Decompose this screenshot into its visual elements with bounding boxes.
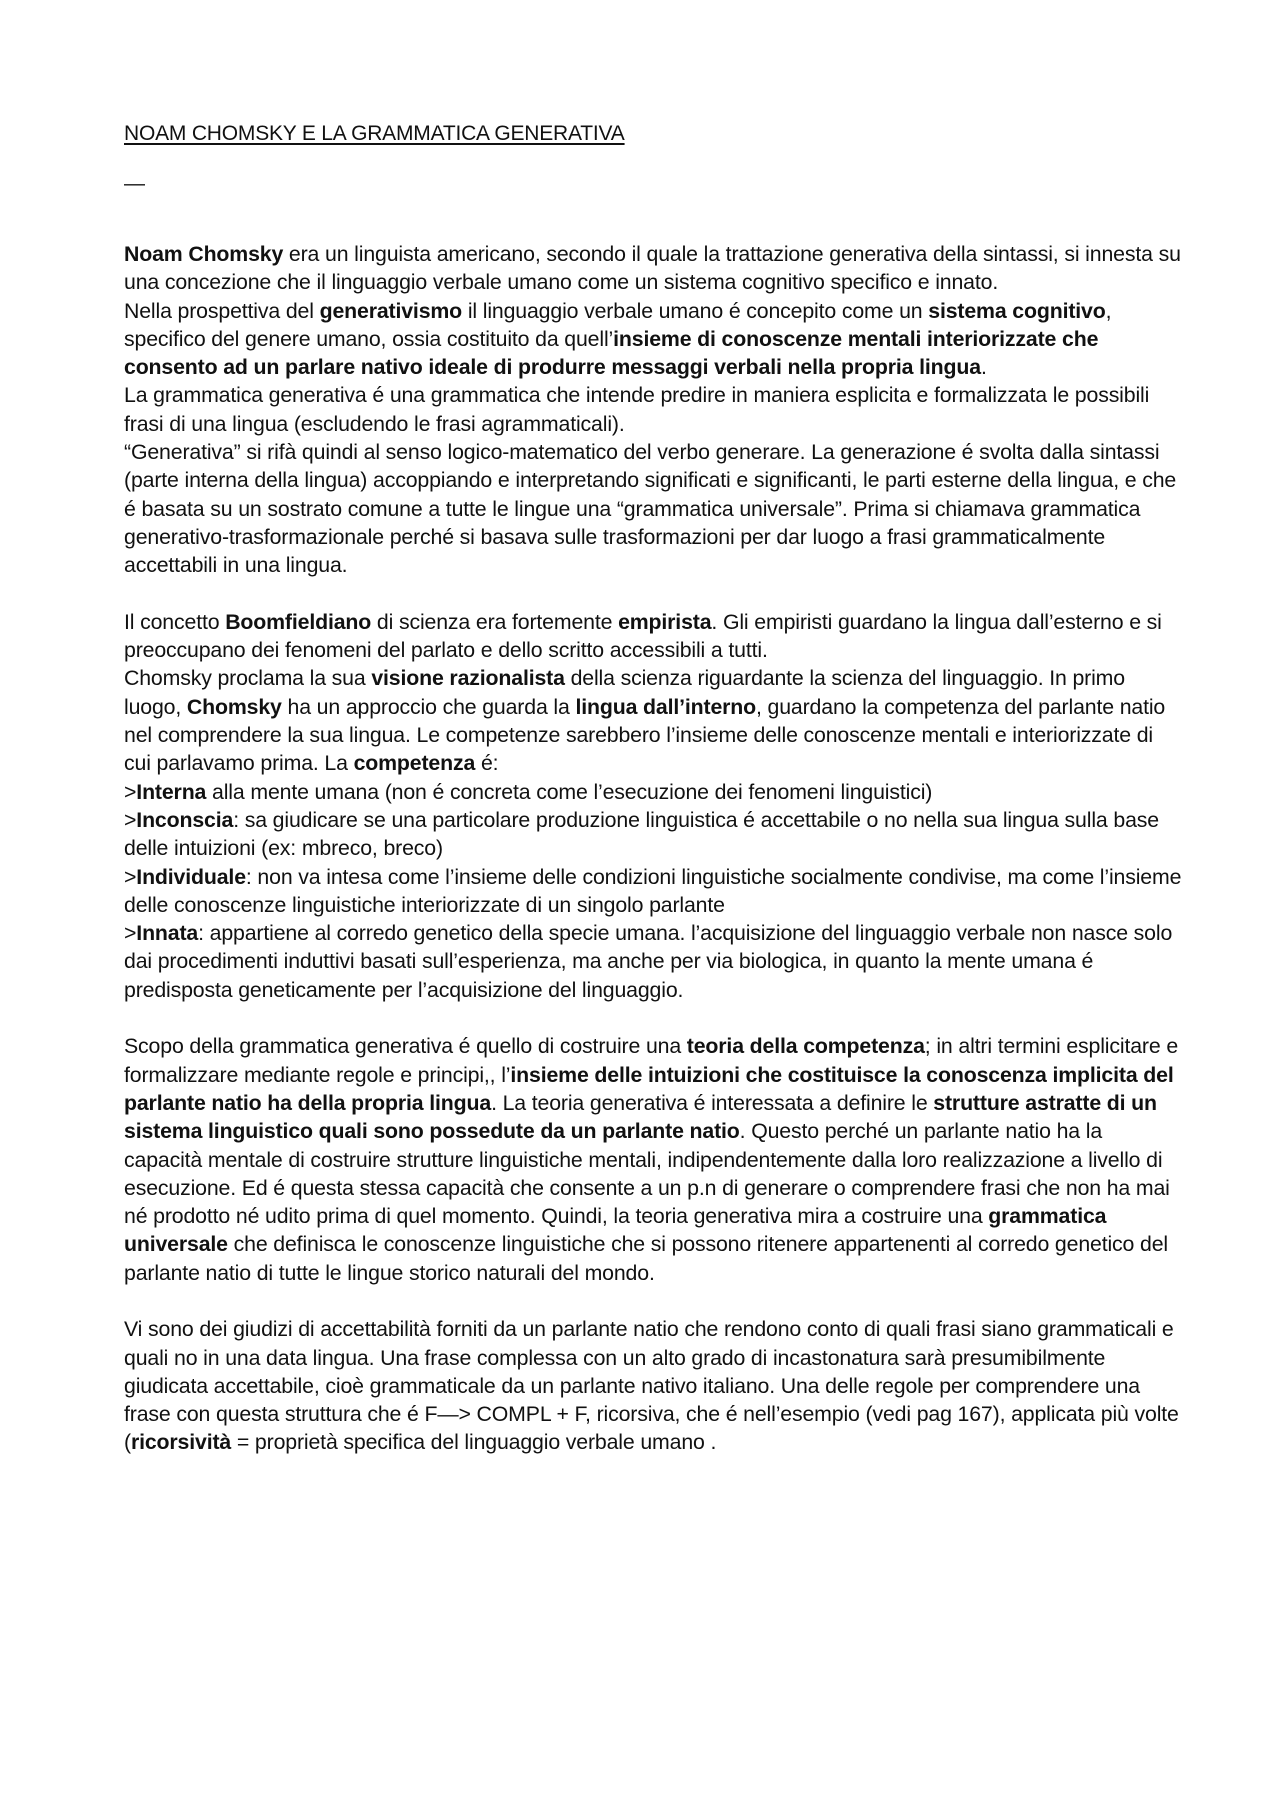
text-run: il linguaggio verbale umano é concepito come un <box>462 298 929 323</box>
bold-text: teoria della competenza <box>686 1034 925 1059</box>
paragraph <box>124 664 1184 777</box>
text-run: alla mente umana (non é concreta come l’esecuzione dei fenomeni linguistici) <box>206 779 933 804</box>
paragraph <box>124 297 1184 382</box>
text-run: > <box>124 779 137 804</box>
bold-text: competenza <box>353 751 476 776</box>
text-run: . Questo perché un parlante natio ha la capacità mentale di costruire strutture linguistiche mentali, indipendentemente dalla loro realizzazione a livello di esecuzione. Ed é questa stessa capacità che consente a un p.n di generare o comprendere frasi che non ha mai né prodotto né udito prima di quel momento. Quindi, la teoria generativa mira a costruire una <box>124 1119 1170 1229</box>
spacer <box>124 198 1184 240</box>
bold-text: ricorsività <box>130 1430 232 1455</box>
paragraph-gap <box>124 580 1184 608</box>
text-run: é: <box>475 751 499 776</box>
text-run: . La teoria generativa é interessata a definire le <box>491 1090 934 1115</box>
paragraph <box>124 240 1184 297</box>
paragraph <box>124 778 1184 806</box>
text-run: La grammatica generativa é una grammatica che intende predire in maniera esplicita e formalizzata le possibili frasi di una lingua (escludendo le frasi agrammaticali). <box>124 383 1150 436</box>
paragraph <box>124 608 1184 665</box>
text-run: > <box>124 807 137 832</box>
text-run: : appartiene al corredo genetico della specie umana. l’acquisizione del linguaggio verbale non nasce solo dai procedimenti induttivi basati sull’esperienza, ma anche per via biologica, in quanto la mente umana é predisposta geneticamente per l’acquisizione del linguaggio. <box>124 921 1173 1002</box>
bold-text: Inconscia <box>136 807 234 832</box>
document-page <box>124 120 1184 1457</box>
bold-text: generativismo <box>319 298 463 323</box>
bold-text: strutture astratte di un sistema linguistico quali sono possedute da un parlante natio <box>124 1090 1157 1144</box>
text-run: Scopo della grammatica generativa é quello di costruire una <box>124 1034 687 1059</box>
text-run: : sa giudicare se una particolare produzione linguistica é accettabile o no nella sua lingua sulla base delle intuizioni (ex: mbreco, breco) <box>124 807 1159 861</box>
text-run: della scienza riguardante la scienza del linguaggio. In primo luogo, <box>124 666 1125 719</box>
text-run: , guardano la competenza del parlante natio nel comprendere la sua lingua. Le competenze sarebbero l’insieme delle conoscenze mentali e interiorizzate di cui parlavamo prima. La <box>124 694 1166 776</box>
bold-text: insieme delle intuizioni che costituisce la conoscenza implicita del parlante natio ha della propria lingua <box>124 1062 1174 1115</box>
bold-text: Noam Chomsky <box>124 242 284 266</box>
text-run: Il concetto <box>124 609 226 634</box>
text-run: : non va intesa come l’insieme delle condizioni linguistiche socialmente condivise, ma come l’insieme delle conoscenze linguistiche interiorizzate di un singolo parlante <box>124 864 1182 917</box>
text-run: era un linguista americano, secondo il quale la trattazione generativa della sintassi, si innesta su una concezione che il linguaggio verbale umano come un sistema cognitivo specifico e innato. <box>124 242 1181 295</box>
text-run: ; in altri termini esplicitare e formalizzare mediante regole e principi,, l’ <box>124 1034 1179 1087</box>
paragraph <box>124 863 1184 920</box>
text-run: Chomsky proclama la sua <box>124 666 372 691</box>
bold-text: Individuale <box>136 864 246 889</box>
text-run: , specifico del genere umano, ossia costituito da quell’ <box>124 298 1112 351</box>
paragraph-gap <box>124 1287 1184 1315</box>
paragraph <box>124 1032 1184 1287</box>
bold-text: empirista <box>618 609 712 634</box>
bold-text: grammatica universale <box>124 1204 1107 1257</box>
bold-text: Interna <box>136 779 207 804</box>
document-title: NOAM CHOMSKY E LA GRAMMATICA GENERATIVA <box>124 122 625 145</box>
bold-text: Chomsky <box>186 694 282 719</box>
text-run: = proprietà specifica del linguaggio verbale umano . <box>231 1430 717 1455</box>
text-run: . <box>980 355 987 380</box>
bold-text: visione razionalista <box>371 666 565 691</box>
bold-text: insieme di conoscenze mentali interiorizzate che consento ad un parlare nativo ideale di produrre messaggi verbali nella propria lingua <box>124 326 1099 380</box>
text-run: . Gli empiristi guardano la lingua dall’esterno e si preoccupano dei fenomeni del parlato e dello scritto accessibili a tutti. <box>124 609 1162 663</box>
text-run: che definisca le conoscenze linguistiche che si possono ritenere appartenenti al corredo genetico del parlante natio di tutte le lingue storico naturali del mondo. <box>124 1232 1168 1285</box>
text-run: > <box>124 864 137 889</box>
paragraph <box>124 438 1184 579</box>
text-run: Nella prospettiva del <box>124 298 320 323</box>
bold-text: Innata <box>136 921 199 946</box>
text-run: Vi sono dei giudizi di accettabilità forniti da un parlante natio che rendono conto di quali frasi siano grammaticali e quali no in una data lingua. Una frase complessa con un alto grado di incastonatura sarà presumibilmente giudicata accettabile, cioè grammaticale da un parlante nativo italiano. Una delle regole per comprendere una frase con questa struttura che é F—> COMPL + F, ricorsiva, che é nell’esempio (vedi pag 167), applicata più volte ( <box>124 1317 1179 1455</box>
document-body <box>124 240 1184 1457</box>
separator-line: — <box>124 172 145 195</box>
text-run: di scienza era fortemente <box>371 609 619 634</box>
bold-text: lingua dall’interno <box>575 694 756 719</box>
paragraph <box>124 381 1184 438</box>
paragraph <box>124 1315 1184 1456</box>
text-run: > <box>124 921 137 946</box>
text-run: “Generativa” si rifà quindi al senso logico-matematico del verbo generare. La generazione é svolta dalla sintassi (parte interna della lingua) accoppiando e interpretando significati e significanti, le parti esterne della lingua, e che é basata su un sostrato comune a tutte le lingue una “grammatica universale”. Prima si chiamava grammatica generativo-trasformazionale perché si basava sulle trasformazioni per dar luogo a frasi grammaticalmente accettabili in una lingua. <box>124 440 1177 578</box>
paragraph <box>124 919 1184 1004</box>
text-run: ha un approccio che guarda la <box>281 694 576 719</box>
paragraph <box>124 806 1184 863</box>
bold-text: Boomfieldiano <box>225 609 372 634</box>
paragraph-gap <box>124 1004 1184 1032</box>
bold-text: sistema cognitivo <box>928 298 1106 323</box>
